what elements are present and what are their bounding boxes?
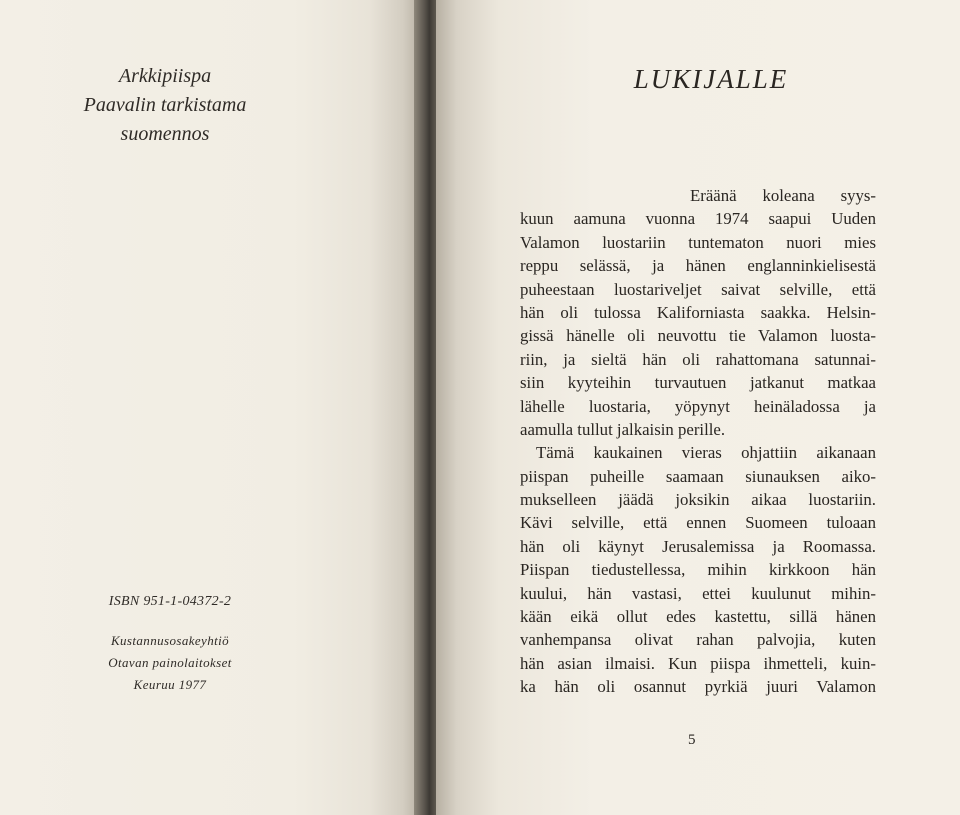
- text-line: ka hän oli osannut pyrkiä juuri Valamon: [520, 677, 876, 697]
- text-line: hän oli käynyt Jerusalemissa ja Roomassa.: [520, 536, 876, 556]
- text-line: puheestaan luostariveljet saivat selville, että: [520, 279, 876, 299]
- text-line: hän oli tulossa Kaliforniasta saakka. Helsin-: [520, 302, 876, 322]
- text-line: reppu selässä, ja hänen englanninkielisestä: [520, 256, 876, 276]
- isbn: ISBN 951-1-04372-2: [108, 594, 232, 609]
- body-text: [520, 184, 876, 699]
- text-line: riin, ja sieltä hän oli rahattomana satunnai-: [520, 349, 876, 369]
- text-line: Tämä kaukainen vieras ohjattiin aikanaan: [536, 443, 876, 463]
- translation-note: [40, 62, 290, 149]
- left-page: [0, 0, 420, 815]
- publisher-line: Kustannusosakeyhtiö: [110, 633, 230, 648]
- text-line: kuului, hän vastasi, ettei kuulunut mihin-: [520, 583, 876, 603]
- text-line: hän asian ilmaisi. Kun piispa ihmetteli, kuin-: [520, 653, 876, 673]
- translation-note-line: suomennos: [120, 123, 210, 145]
- text-line: gissä hänelle oli neuvottu tie Valamon luosta-: [520, 326, 876, 346]
- text-line: kuun aamuna vuonna 1974 saapui Uuden: [520, 209, 876, 229]
- text-line: piispan puheille saamaan siunauksen aiko-: [520, 466, 876, 486]
- translation-note-line: Arkkipiispa: [118, 65, 212, 87]
- text-line: aamulla tullut jalkaisin perille.: [520, 419, 726, 439]
- publisher-info: [50, 630, 290, 696]
- translation-note-line: Paavalin tarkistama: [83, 94, 247, 116]
- imprint: [50, 594, 290, 696]
- publisher-line: Keuruu 1977: [133, 677, 207, 692]
- publisher-line: Otavan painolaitokset: [108, 655, 232, 670]
- text-line: vanhempansa olivat rahan palvojia, kuten: [520, 630, 876, 650]
- text-line: kään eikä ollut edes kastettu, sillä hänen: [520, 607, 876, 627]
- right-page: [436, 0, 960, 815]
- text-line: siin kyyteihin turvautuen jatkanut matkaa: [520, 373, 876, 393]
- text-line: lähelle luostaria, yöpynyt heinäladossa ja: [520, 396, 876, 416]
- text-line: mukselleen jäädä joksikin aikaa luostariin.: [520, 490, 876, 510]
- text-line: Kävi selville, että ennen Suomeen tuloaan: [520, 513, 876, 533]
- page-number: 5: [688, 732, 696, 748]
- text-line: Piispan tiedustellessa, mihin kirkkoon hän: [520, 560, 876, 580]
- chapter-title: LUKIJALLE: [633, 64, 789, 94]
- text-line: Eräänä koleana syys-: [690, 186, 876, 205]
- text-line: Valamon luostariin tuntematon nuori mies: [520, 232, 876, 252]
